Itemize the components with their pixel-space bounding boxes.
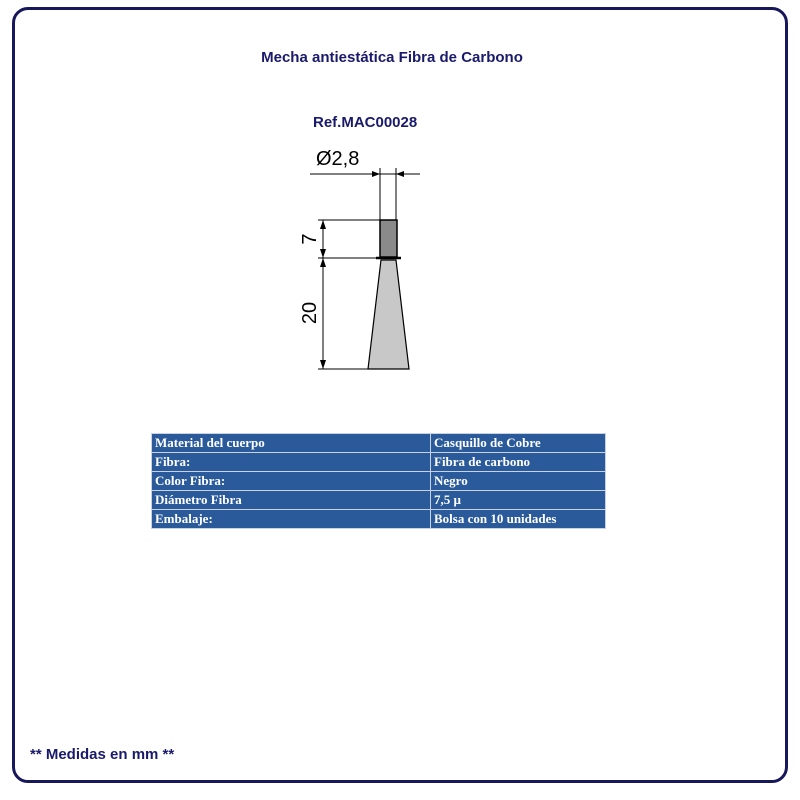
spec-label: Diámetro Fibra (152, 491, 431, 510)
diameter-arrow-right (396, 171, 404, 177)
table-row (152, 491, 606, 510)
ferrule-body (380, 220, 397, 257)
spec-value: Negro (431, 472, 606, 491)
spec-label: Color Fibra: (152, 472, 431, 491)
spec-value: 7,5 µ (431, 491, 606, 510)
ferrule-length-arrow-bottom (320, 249, 326, 258)
product-reference: Ref.MAC00028 (313, 114, 418, 131)
fiber-length-arrow-top (320, 258, 326, 267)
fiber-cone (368, 260, 409, 369)
spec-label: Material del cuerpo (152, 434, 431, 453)
page-title: Mecha antiestática Fibra de Carbono (261, 49, 523, 66)
table-row (152, 510, 606, 529)
spec-label: Fibra: (152, 453, 431, 472)
diameter-label: Ø2,8 (316, 148, 360, 170)
spec-value: Fibra de carbono (431, 453, 606, 472)
measurement-note: ** Medidas en mm ** (30, 746, 175, 763)
spec-value: Bolsa con 10 unidades (431, 510, 606, 529)
ferrule-length-label: 7 (299, 233, 321, 245)
fiber-length-arrow-bottom (320, 360, 326, 369)
table-row (152, 472, 606, 491)
table-row (152, 453, 606, 472)
ferrule-length-arrow-top (320, 220, 326, 229)
fiber-length-label: 20 (299, 301, 321, 325)
specifications-table (151, 433, 606, 529)
spec-value: Casquillo de Cobre (431, 434, 606, 453)
diameter-arrow-left (372, 171, 380, 177)
spec-label: Embalaje: (152, 510, 431, 529)
table-row (152, 434, 606, 453)
